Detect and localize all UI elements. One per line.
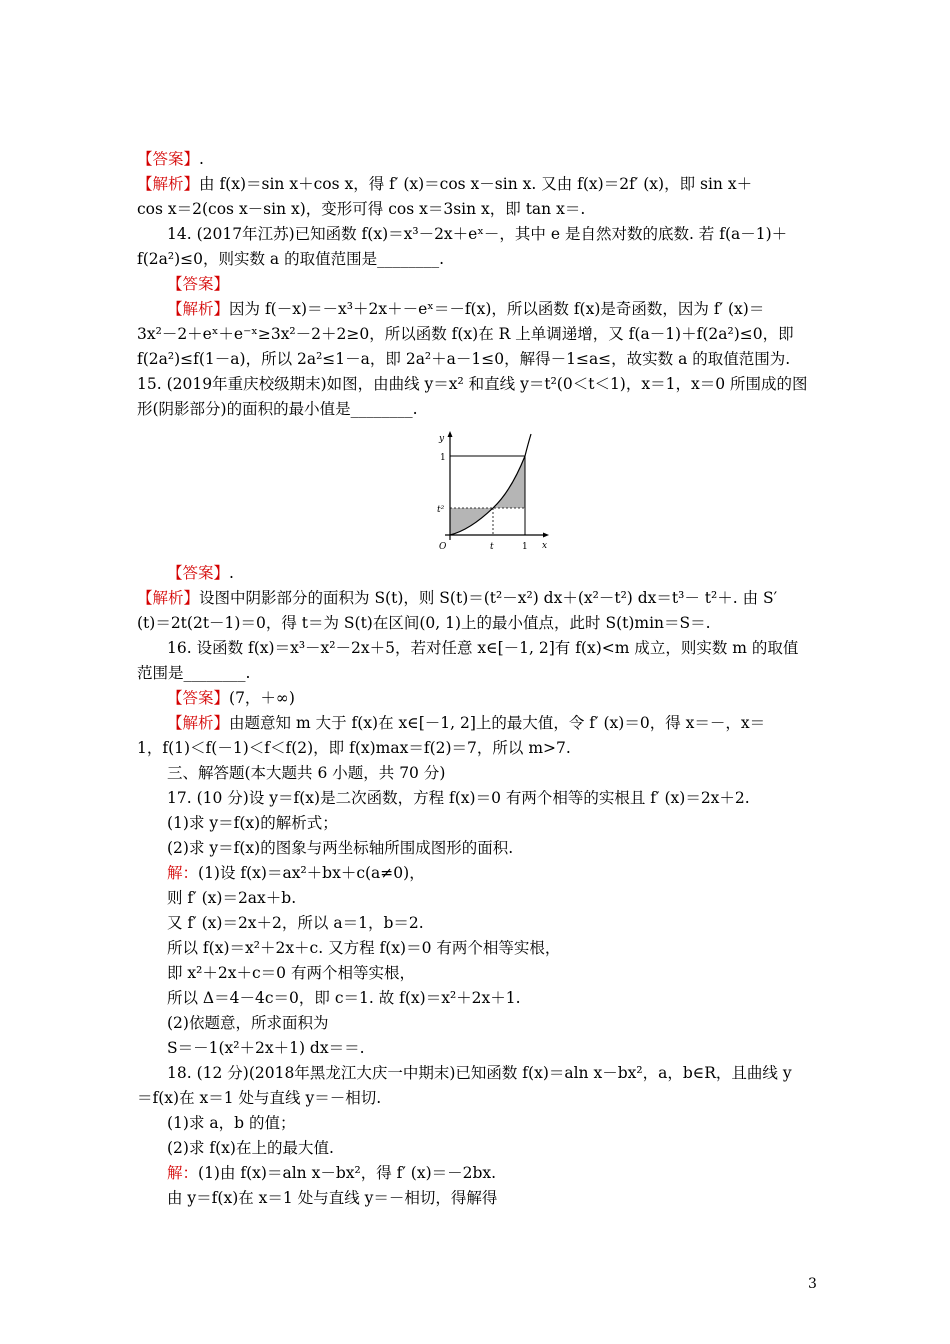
line-text: S＝－1(x²＋2x＋1) dx＝＝. <box>167 1039 365 1057</box>
line-text: 所以 f(x)＝x²＋2x＋c. 又方程 f(x)＝0 有两个相等实根， <box>167 939 561 957</box>
line-text: 设图中阴影部分的面积为 S(t)，则 S(t)＝(t²－x²) dx＋(x²－t²) dx＝t³－ t²＋. 由 S′ <box>199 589 778 607</box>
line-text: cos x＝2(cos x－sin x)，变形可得 cos x＝3sin x，即 tan x＝. <box>137 200 586 218</box>
line-text: f(2a²)≤f(1－a)，所以 2a²≤1－a，即 2a²＋a－1≤0，解得－1≤a≤，故实数 a 的取值范围为. <box>137 350 791 368</box>
answer-tag: 【解析】 <box>167 300 230 318</box>
text-line <box>167 687 295 709</box>
answer-tag: 解： <box>167 1164 199 1182</box>
line-text: 14. (2017年江苏)已知函数 f(x)＝x³－2x＋eˣ－，其中 e 是自然对数的底数. 若 f(a－1)＋ <box>167 225 788 243</box>
line-text: (1)求 a，b 的值； <box>167 1114 296 1132</box>
text-line <box>167 962 415 984</box>
line-text: 由题意知 m 大于 f(x)在 x∈[－1, 2]上的最大值，令 f′ (x)＝0，得 x＝－，x＝ <box>229 714 766 732</box>
text-line <box>167 562 234 584</box>
line-text: . <box>199 150 204 168</box>
text-line <box>137 1087 381 1109</box>
text-line <box>137 323 794 345</box>
text-line <box>167 637 798 659</box>
text-line <box>167 1112 295 1134</box>
line-text: (2)求 y＝f(x)的图象与两坐标轴所围成图形的面积. <box>167 839 514 857</box>
x-one-tick-label: 1 <box>522 542 528 552</box>
text-line <box>137 398 418 420</box>
shaded-region-left <box>450 508 493 535</box>
text-line <box>167 887 296 909</box>
line-text: 又 f′ (x)＝2x＋2，所以 a＝1，b＝2. <box>167 914 424 932</box>
text-line <box>137 612 711 634</box>
x-axis-label: x <box>542 541 548 551</box>
line-text: (t)＝2t(2t－1)＝0，得 t＝为 S(t)在区间(0, 1)上的最小值点，此时 S(t)min＝S＝. <box>137 614 711 632</box>
answer-tag: 【答案】 <box>167 275 230 293</box>
text-line <box>137 662 250 684</box>
t-tick-label: t <box>490 542 494 552</box>
text-line <box>167 1137 334 1159</box>
text-line <box>167 937 560 959</box>
answer-tag: 【解析】 <box>137 175 200 193</box>
line-text: 由 f(x)＝sin x＋cos x，得 f′ (x)＝cos x－sin x. 又由 f(x)＝2f′ (x)，即 sin x＋ <box>199 175 753 193</box>
answer-tag: 【答案】 <box>167 564 230 582</box>
text-line <box>167 862 425 884</box>
text-line <box>137 587 777 609</box>
shaded-region-right <box>493 456 525 508</box>
line-text: 由 y＝f(x)在 x＝1 处与直线 y＝－相切，得解得 <box>167 1189 498 1207</box>
answer-tag: 【答案】 <box>167 689 230 707</box>
t-squared-tick-label: t² <box>437 505 445 515</box>
x-axis-arrow <box>543 533 549 538</box>
line-text: . <box>229 564 234 582</box>
text-line <box>137 173 752 195</box>
line-text: (7，＋∞) <box>229 689 295 707</box>
line-text: 15. (2019年重庆校级期末)如图，由曲线 y＝x² 和直线 y＝t²(0＜t＜1)，x＝1，x＝0 所围成的图 <box>137 375 808 393</box>
text-line <box>167 1012 328 1034</box>
text-line <box>137 248 444 270</box>
line-text: 范围是________. <box>137 664 251 682</box>
text-line <box>167 912 424 934</box>
area-figure <box>425 428 555 553</box>
line-text: (1)由 f(x)＝aln x－bx²，得 f′ (x)＝－2bx. <box>198 1164 497 1182</box>
answer-tag: 解： <box>167 864 199 882</box>
text-line <box>167 987 521 1009</box>
y-one-tick-label: 1 <box>440 453 446 463</box>
origin-label: O <box>439 542 447 552</box>
page-number: 3 <box>808 1276 817 1292</box>
text-line <box>167 1187 497 1209</box>
text-line <box>167 712 765 734</box>
line-text: f(2a²)≤0，则实数 a 的取值范围是________. <box>137 250 445 268</box>
line-text: 17. (10 分)设 y＝f(x)是二次函数，方程 f(x)＝0 有两个相等的实根且 f′ (x)＝2x＋2. <box>167 789 750 807</box>
answer-tag: 【解析】 <box>167 714 230 732</box>
text-line <box>167 1162 496 1184</box>
line-text: 即 x²＋2x＋c＝0 有两个相等实根， <box>167 964 415 982</box>
line-text: 18. (12 分)(2018年黑龙江大庆一中期末)已知函数 f(x)＝aln x－bx²，a，b∈R，且曲线 y <box>167 1064 792 1082</box>
line-text: 所以 Δ＝4－4c＝0，即 c＝1. 故 f(x)＝x²＋2x＋1. <box>167 989 521 1007</box>
line-text: (1)求 y＝f(x)的解析式； <box>167 814 338 832</box>
y-axis-arrow <box>448 431 453 437</box>
text-line <box>137 348 790 370</box>
line-text: (2)依题意，所求面积为 <box>167 1014 329 1032</box>
text-line <box>167 223 787 245</box>
text-line <box>167 1037 365 1059</box>
line-text: 3x²－2＋eˣ＋e⁻ˣ≥3x²－2＋2≥0，所以函数 f(x)在 R 上单调递增，又 f(a－1)＋f(2a²)≤0，即 <box>137 325 794 343</box>
line-text: 因为 f(－x)＝－x³＋2x＋－eˣ＝－f(x)，所以函数 f(x)是奇函数，因为 f′ (x)＝ <box>229 300 765 318</box>
line-text: ＝f(x)在 x＝1 处与直线 y＝－相切. <box>137 1089 382 1107</box>
line-text: 1，f(1)＜f(－1)＜f＜f(2)，即 f(x)max＝f(2)＝7，所以 m>7. <box>137 739 571 757</box>
text-line <box>167 787 750 809</box>
line-text: (2)求 f(x)在上的最大值. <box>167 1139 334 1157</box>
line-text: 16. 设函数 f(x)＝x³－x²－2x＋5，若对任意 x∈[－1, 2]有 f(x)<m 成立，则实数 m 的取值 <box>167 639 799 657</box>
y-axis-label: y <box>439 434 445 444</box>
text-line <box>137 198 585 220</box>
text-line <box>167 837 513 859</box>
line-text: (1)设 f(x)＝ax²＋bx＋c(a≠0)， <box>198 864 425 882</box>
text-line <box>167 1062 792 1084</box>
text-line <box>167 273 229 295</box>
text-line <box>137 373 808 395</box>
text-line <box>137 737 571 759</box>
line-text: 形(阴影部分)的面积的最小值是________. <box>137 400 418 418</box>
line-text: 则 f′ (x)＝2ax＋b. <box>167 889 297 907</box>
line-text: 三、解答题(本大题共 6 小题，共 70 分) <box>167 764 446 782</box>
text-line <box>137 148 204 170</box>
answer-tag: 【解析】 <box>137 589 200 607</box>
text-line <box>167 762 445 784</box>
text-line <box>167 812 338 834</box>
text-line <box>167 298 764 320</box>
answer-tag: 【答案】 <box>137 150 200 168</box>
